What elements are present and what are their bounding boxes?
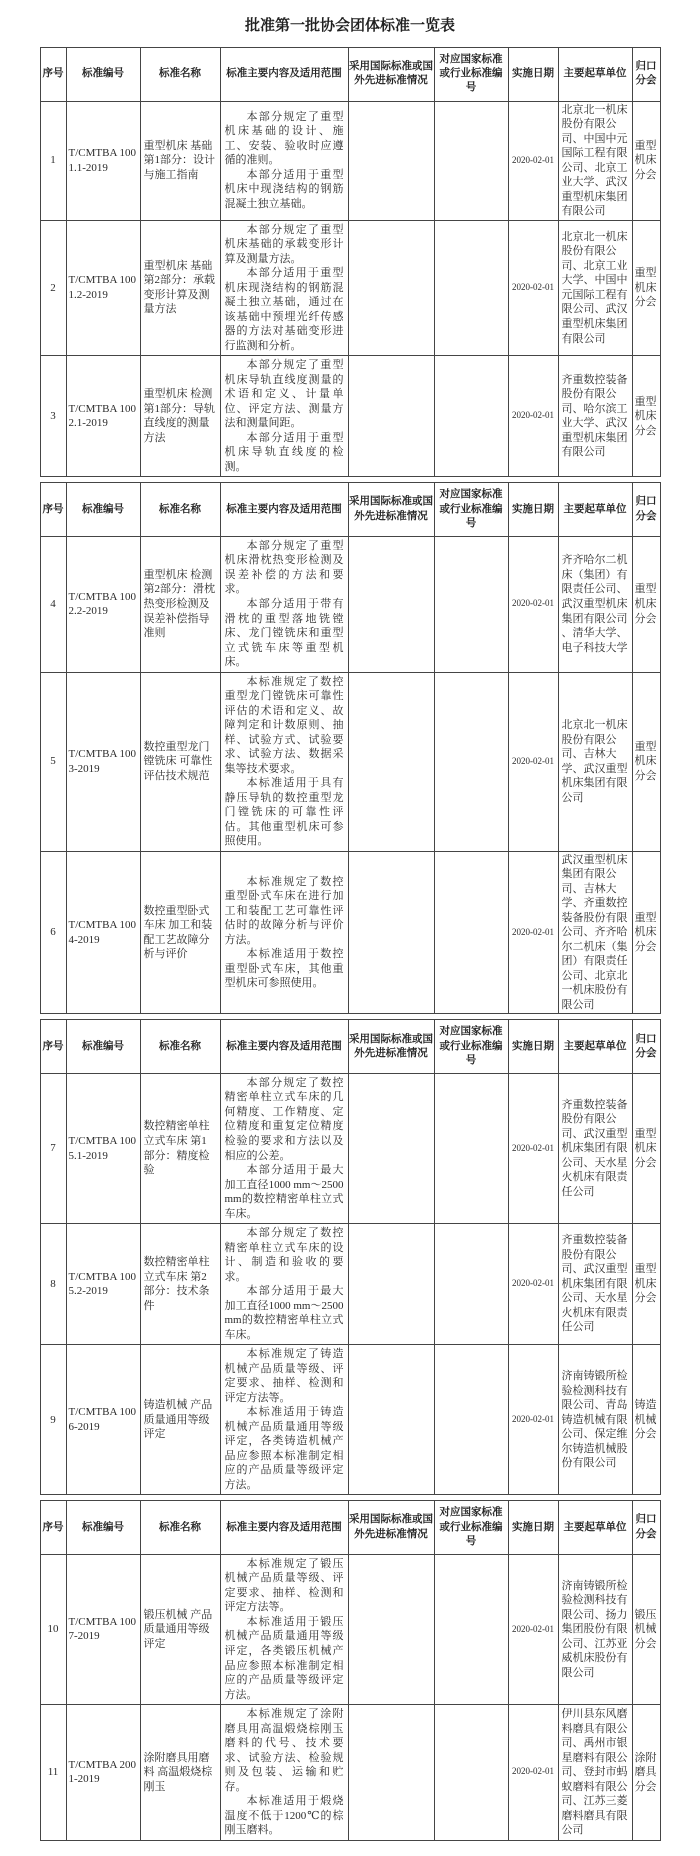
- table-row: [40, 1345, 660, 1495]
- standard-code-cell: T/CMTBA 1002.2-2019: [66, 536, 140, 672]
- column-header: 采用国际标准或国外先进标准情况: [348, 48, 434, 102]
- drafters-cell: 北京北一机床股份有限公司、中国中元国际工程有限公司、北京工业大学、武汉重型机床集团有限公司: [558, 101, 632, 220]
- content-paragraph: 本部分规定了重型机床导轨直线度测量的术语和定义、计量单位、评定方法、测量方法和测量间距。: [224, 359, 344, 430]
- drafters-cell: 齐重数控装备股份有限公司、武汉重型机床集团有限公司、天水星火机床有限责任公司: [558, 1073, 632, 1223]
- date-cell: 2020-02-01: [508, 356, 558, 477]
- column-header: 归口分会: [632, 48, 660, 102]
- standard-code-cell: T/CMTBA 1003-2019: [66, 672, 140, 851]
- column-header: 采用国际标准或国外先进标准情况: [348, 483, 434, 537]
- content-paragraph: 本部分规定了重型机床滑枕热变形检测及误差补偿的方法和要求。: [224, 539, 344, 596]
- column-header: 主要起草单位: [558, 483, 632, 537]
- standard-name-cell: 重型机床 检测 第2部分：滑枕热变形检测及误差补偿指导准则: [140, 536, 220, 672]
- standard-name-cell: 数控重型龙门镗铣床 可靠性评估技术规范: [140, 672, 220, 851]
- column-header: 采用国际标准或国外先进标准情况: [348, 1501, 434, 1555]
- content-paragraph: 本部分适用于重型机床中现浇结构的钢筋混凝土独立基础。: [224, 168, 344, 210]
- content-paragraph: 本标准适用于数控重型卧式车床，其他重型机床可参照使用。: [224, 948, 344, 990]
- column-header: 归口分会: [632, 1501, 660, 1555]
- row-number-cell: 5: [40, 672, 66, 851]
- standard-code-cell: T/CMTBA 1005.1-2019: [66, 1073, 140, 1223]
- intl-standard-cell: [348, 536, 434, 672]
- content-paragraph: 本部分规定了重型机床基础的承载变形计算及测量方法。: [224, 223, 344, 265]
- column-header: 序号: [40, 1501, 66, 1555]
- column-header: 对应国家标准或行业标准编号: [434, 1501, 508, 1555]
- content-paragraph: 本部分适用于重型机床现浇结构的钢筋混凝土独立基础，通过在该基础中预埋光纤传感器的方法对基础变形进行监测和分析。: [224, 267, 344, 352]
- content-paragraph: 本部分适用于最大加工直径1000 mm～2500 mm的数控精密单柱立式车床。: [224, 1164, 344, 1220]
- column-header: 实施日期: [508, 48, 558, 102]
- drafters-cell: 齐重数控装备股份有限公司、哈尔滨工业大学、武汉重型机床集团有限公司: [558, 356, 632, 477]
- content-paragraph: 本部分规定了重型机床基础的设计、施工、安装、验收时应遵循的准则。: [224, 110, 344, 167]
- column-header: 标准名称: [140, 483, 220, 537]
- standard-name-cell: 涂附磨具用磨料 高温煅烧棕刚玉: [140, 1705, 220, 1841]
- date-cell: 2020-02-01: [508, 1073, 558, 1223]
- content-paragraph: 本标准规定了涂附磨具用高温煅烧棕刚玉磨料的代号、技术要求、试验方法、检验规则及包装、运输和贮存。: [224, 1708, 344, 1793]
- national-standard-cell: [434, 1554, 508, 1704]
- content-cell: [220, 1554, 348, 1704]
- row-number-cell: 11: [40, 1705, 66, 1841]
- standards-tables: [0, 47, 700, 1841]
- standard-name-cell: 铸造机械 产品质量通用等级评定: [140, 1345, 220, 1495]
- national-standard-cell: [434, 851, 508, 1014]
- row-number-cell: 4: [40, 536, 66, 672]
- standard-name-cell: 重型机床 基础 第2部分：承载变形计算及测量方法: [140, 220, 220, 356]
- column-header: 实施日期: [508, 1020, 558, 1074]
- standard-name-cell: 数控精密单柱立式车床 第2部分：技术条件: [140, 1224, 220, 1345]
- column-header: 对应国家标准或行业标准编号: [434, 483, 508, 537]
- national-standard-cell: [434, 1345, 508, 1495]
- date-cell: 2020-02-01: [508, 1224, 558, 1345]
- content-paragraph: 本部分适用于重型机床导轨直线度的检测。: [224, 431, 344, 473]
- intl-standard-cell: [348, 672, 434, 851]
- column-header: 标准名称: [140, 1501, 220, 1555]
- content-cell: [220, 220, 348, 356]
- date-cell: 2020-02-01: [508, 1345, 558, 1495]
- drafters-cell: 武汉重型机床集团有限公司、吉林大学、齐重数控装备股份有限公司、齐齐哈尔二机床（集团）有限责任公司、北京北一机床股份有限公司: [558, 851, 632, 1014]
- date-cell: 2020-02-01: [508, 851, 558, 1014]
- content-paragraph: 本部分规定了数控精密单柱立式车床的设计、制造和验收的要求。: [224, 1227, 344, 1283]
- header-row: [40, 48, 660, 102]
- table-row: [40, 536, 660, 672]
- standard-code-cell: T/CMTBA 1007-2019: [66, 1554, 140, 1704]
- standards-table-section-1: [40, 47, 661, 477]
- standard-name-cell: 锻压机械 产品质量通用等级评定: [140, 1554, 220, 1704]
- branch-cell: 重型机床分会: [632, 356, 660, 477]
- national-standard-cell: [434, 672, 508, 851]
- content-paragraph: 本部分适用于最大加工直径1000 mm～2500 mm的数控精密单柱立式车床。: [224, 1285, 344, 1341]
- table-row: [40, 356, 660, 477]
- row-number-cell: 9: [40, 1345, 66, 1495]
- standards-table-section-4: [40, 1500, 661, 1840]
- branch-cell: 重型机床分会: [632, 851, 660, 1014]
- standard-code-cell: T/CMTBA 1006-2019: [66, 1345, 140, 1495]
- column-header: 标准主要内容及适用范围: [220, 1020, 348, 1074]
- content-cell: [220, 536, 348, 672]
- content-paragraph: 本标准适用于具有静压导轨的数控重型龙门镗铣床的可靠性评估。其他重型机床可参照使用。: [224, 777, 344, 848]
- column-header: 标准主要内容及适用范围: [220, 1501, 348, 1555]
- row-number-cell: 6: [40, 851, 66, 1014]
- intl-standard-cell: [348, 101, 434, 220]
- column-header: 标准编号: [66, 48, 140, 102]
- national-standard-cell: [434, 1073, 508, 1223]
- header-row: [40, 483, 660, 537]
- intl-standard-cell: [348, 1554, 434, 1704]
- header-row: [40, 1501, 660, 1555]
- column-header: 采用国际标准或国外先进标准情况: [348, 1020, 434, 1074]
- table-row: [40, 851, 660, 1014]
- column-header: 标准名称: [140, 48, 220, 102]
- branch-cell: 铸造机械分会: [632, 1345, 660, 1495]
- drafters-cell: 伊川县东风磨料磨具有限公司、禹州市银星磨料有限公司、登封市蚂蚁磨料有限公司、江苏三菱磨料磨具有限公司: [558, 1705, 632, 1841]
- header-row: [40, 1020, 660, 1074]
- column-header: 主要起草单位: [558, 1501, 632, 1555]
- branch-cell: 重型机床分会: [632, 672, 660, 851]
- date-cell: 2020-02-01: [508, 220, 558, 356]
- standard-name-cell: 重型机床 基础 第1部分：设计与施工指南: [140, 101, 220, 220]
- content-paragraph: 本标准适用于煅烧温度不低于1200℃的棕刚玉磨料。: [224, 1795, 344, 1837]
- branch-cell: 重型机床分会: [632, 220, 660, 356]
- column-header: 标准名称: [140, 1020, 220, 1074]
- branch-cell: 重型机床分会: [632, 1224, 660, 1345]
- branch-cell: 重型机床分会: [632, 1073, 660, 1223]
- column-header: 实施日期: [508, 483, 558, 537]
- standard-name-cell: 数控精密单柱立式车床 第1部分：精度检验: [140, 1073, 220, 1223]
- drafters-cell: 济南铸锻所检验检测科技有限公司、青岛铸造机械有限公司、保定维尔铸造机械股份有限公司: [558, 1345, 632, 1495]
- column-header: 主要起草单位: [558, 1020, 632, 1074]
- branch-cell: 涂附磨具分会: [632, 1705, 660, 1841]
- column-header: 主要起草单位: [558, 48, 632, 102]
- page-title: 批准第一批协会团体标准一览表: [244, 18, 455, 34]
- content-paragraph: 本部分规定了数控精密单柱立式车床的几何精度、工作精度、定位精度和重复定位精度检验的要求和方法以及相应的公差。: [224, 1076, 344, 1162]
- branch-cell: 锻压机械分会: [632, 1554, 660, 1704]
- drafters-cell: 齐重数控装备股份有限公司、武汉重型机床集团有限公司、天水星火机床有限责任公司: [558, 1224, 632, 1345]
- row-number-cell: 2: [40, 220, 66, 356]
- content-cell: [220, 1705, 348, 1841]
- content-paragraph: 本标准规定了数控重型龙门镗铣床可靠性评估的术语和定义、故障判定和计数原则、抽样、试验方式、试验要求、试验方法、数据采集等技术要求。: [224, 675, 344, 775]
- row-number-cell: 1: [40, 101, 66, 220]
- standard-code-cell: T/CMTBA 1005.2-2019: [66, 1224, 140, 1345]
- content-paragraph: 本标准规定了锻压机械产品质量等级、评定要求、抽样、检测和评定方法等。: [224, 1557, 344, 1614]
- date-cell: 2020-02-01: [508, 1554, 558, 1704]
- column-header: 对应国家标准或行业标准编号: [434, 1020, 508, 1074]
- row-number-cell: 8: [40, 1224, 66, 1345]
- standard-code-cell: T/CMTBA 1002.1-2019: [66, 356, 140, 477]
- intl-standard-cell: [348, 220, 434, 356]
- content-cell: [220, 356, 348, 477]
- column-header: 序号: [40, 483, 66, 537]
- column-header: 标准主要内容及适用范围: [220, 483, 348, 537]
- content-paragraph: 本标准规定了数控重型卧式车床在进行加工和装配工艺可靠性评估时的故障分析与评价方法。: [224, 875, 344, 946]
- national-standard-cell: [434, 101, 508, 220]
- column-header: 序号: [40, 48, 66, 102]
- column-header: 标准编号: [66, 1020, 140, 1074]
- intl-standard-cell: [348, 1073, 434, 1223]
- standard-code-cell: T/CMTBA 2001-2019: [66, 1705, 140, 1841]
- content-cell: [220, 1073, 348, 1223]
- drafters-cell: 北京北一机床股份有限公司、北京工业大学、中国中元国际工程有限公司、武汉重型机床集团有限公司: [558, 220, 632, 356]
- content-paragraph: 本标准适用于锻压机械产品质量通用等级评定，各类锻压机械产品应参照本标准制定相应的产品质量等级评定方法。: [224, 1615, 344, 1701]
- table-row: [40, 1705, 660, 1841]
- intl-standard-cell: [348, 1345, 434, 1495]
- intl-standard-cell: [348, 851, 434, 1014]
- content-paragraph: 本标准规定了铸造机械产品质量等级、评定要求、抽样、检测和评定方法等。: [224, 1348, 344, 1404]
- content-cell: [220, 1345, 348, 1495]
- standard-name-cell: 重型机床 检测 第1部分：导轨直线度的测量方法: [140, 356, 220, 477]
- content-paragraph: 本标准适用于铸造机械产品质量通用等级评定，各类铸造机械产品应参照本标准制定相应的产品质量等级评定方法。: [224, 1406, 344, 1491]
- branch-cell: 重型机床分会: [632, 101, 660, 220]
- date-cell: 2020-02-01: [508, 672, 558, 851]
- column-header: 标准主要内容及适用范围: [220, 48, 348, 102]
- standards-table-section-2: [40, 482, 661, 1014]
- table-row: [40, 1554, 660, 1704]
- row-number-cell: 10: [40, 1554, 66, 1704]
- drafters-cell: 济南铸锻所检验检测科技有限公司、扬力集团股份有限公司、江苏亚威机床股份有限公司: [558, 1554, 632, 1704]
- date-cell: 2020-02-01: [508, 101, 558, 220]
- date-cell: 2020-02-01: [508, 1705, 558, 1841]
- column-header: 对应国家标准或行业标准编号: [434, 48, 508, 102]
- drafters-cell: 北京北一机床股份有限公司、吉林大学、武汉重型机床集团有限公司: [558, 672, 632, 851]
- date-cell: 2020-02-01: [508, 536, 558, 672]
- column-header: 序号: [40, 1020, 66, 1074]
- standard-code-cell: T/CMTBA 1004-2019: [66, 851, 140, 1014]
- table-row: [40, 1073, 660, 1223]
- drafters-cell: 齐齐哈尔二机床（集团）有限责任公司、武汉重型机床集团有限公司 、清华大学、电子科技大学: [558, 536, 632, 672]
- content-cell: [220, 101, 348, 220]
- national-standard-cell: [434, 1705, 508, 1841]
- column-header: 归口分会: [632, 1020, 660, 1074]
- row-number-cell: 7: [40, 1073, 66, 1223]
- content-cell: [220, 851, 348, 1014]
- table-row: [40, 101, 660, 220]
- branch-cell: 重型机床分会: [632, 536, 660, 672]
- standards-table-section-3: [40, 1019, 661, 1495]
- intl-standard-cell: [348, 356, 434, 477]
- standard-code-cell: T/CMTBA 1001.1-2019: [66, 101, 140, 220]
- row-number-cell: 3: [40, 356, 66, 477]
- column-header: 标准编号: [66, 1501, 140, 1555]
- content-cell: [220, 672, 348, 851]
- national-standard-cell: [434, 356, 508, 477]
- national-standard-cell: [434, 536, 508, 672]
- national-standard-cell: [434, 220, 508, 356]
- column-header: 标准编号: [66, 483, 140, 537]
- table-row: [40, 672, 660, 851]
- standard-code-cell: T/CMTBA 1001.2-2019: [66, 220, 140, 356]
- column-header: 归口分会: [632, 483, 660, 537]
- content-paragraph: 本部分适用于带有滑枕的重型落地铣镗床、龙门镗铣床和重型立式铣车床等重型机床。: [224, 597, 344, 669]
- table-row: [40, 220, 660, 356]
- column-header: 实施日期: [508, 1501, 558, 1555]
- standard-name-cell: 数控重型卧式车床 加工和装配工艺故障分析与评价: [140, 851, 220, 1014]
- intl-standard-cell: [348, 1705, 434, 1841]
